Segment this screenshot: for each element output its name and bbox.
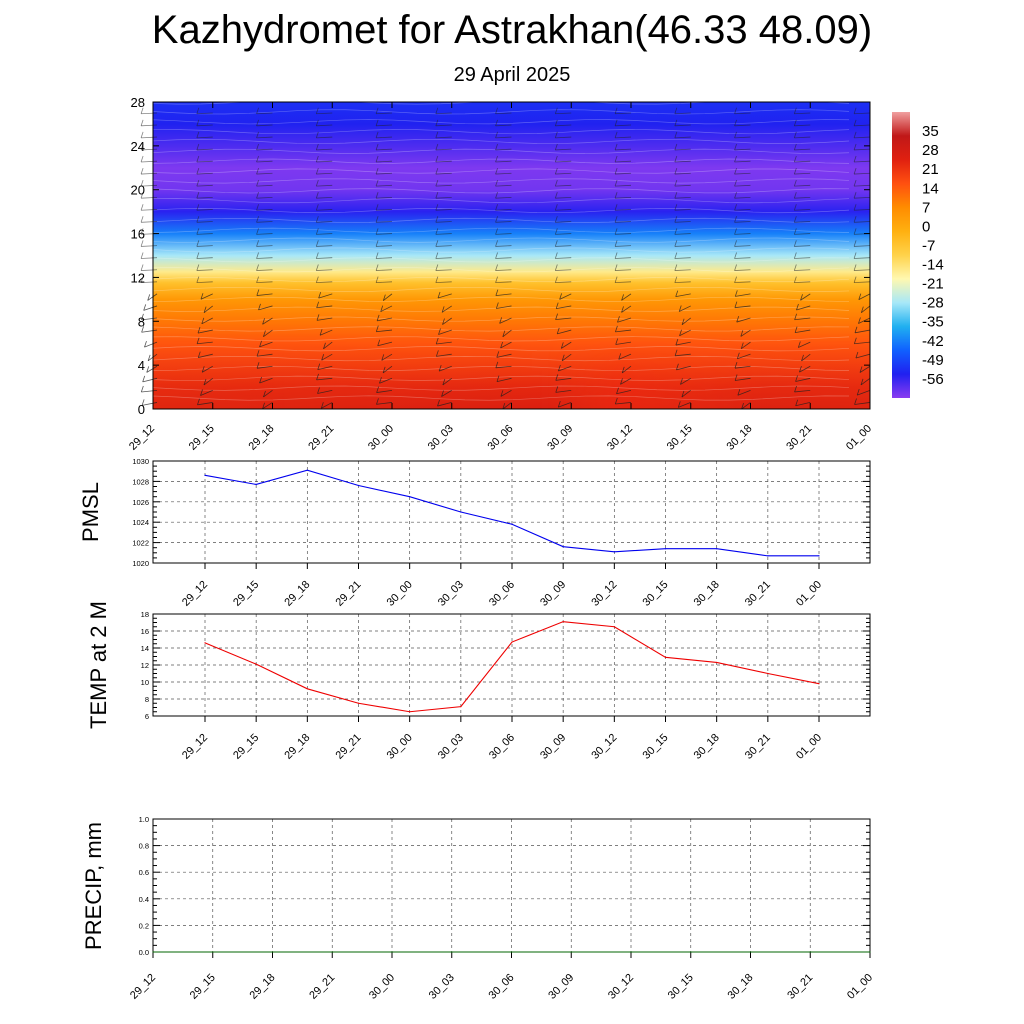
x-tick-label: 01_00	[794, 578, 825, 609]
colorbar-label: 0	[922, 218, 931, 236]
data-point	[460, 706, 461, 707]
panel-frame	[153, 461, 870, 563]
x-tick-label: 30_15	[665, 971, 696, 1002]
y-tick-label: 8	[144, 695, 149, 704]
colorbar	[892, 112, 944, 398]
data-point	[307, 688, 308, 689]
y-tick-label: 18	[140, 610, 149, 619]
x-tick-label: 29_18	[282, 731, 313, 762]
data-point	[665, 548, 666, 549]
data-point	[571, 951, 572, 952]
data-point	[409, 711, 410, 712]
x-tick-label: 30_12	[589, 731, 620, 762]
y-tick-label: 1020	[132, 559, 149, 568]
data-point	[716, 662, 717, 663]
x-tick-label: 30_09	[545, 422, 576, 453]
data-point	[614, 626, 615, 627]
y-tick-label: 24	[130, 138, 145, 154]
data-point	[204, 475, 205, 476]
colorbar-label: 28	[922, 142, 939, 160]
y-axis-label: TEMP at 2 M	[86, 601, 111, 729]
wind-barb-flag	[141, 204, 143, 210]
x-tick-label: 30_21	[742, 578, 773, 609]
x-tick-label: 30_18	[691, 731, 722, 762]
y-tick-label: 10	[140, 678, 149, 687]
data-point	[818, 555, 819, 556]
x-tick-label: 29_21	[333, 578, 364, 609]
y-tick-label: 0.8	[138, 841, 149, 851]
data-point	[256, 664, 257, 665]
data-point	[204, 642, 205, 643]
colorbar-label: -49	[922, 351, 944, 369]
wind-barb-flag	[141, 120, 143, 126]
data-point	[563, 546, 564, 547]
x-tick-label: 30_18	[724, 422, 755, 453]
x-tick-label: 30_15	[664, 422, 695, 453]
x-tick-label: 29_18	[282, 578, 313, 609]
colorbar-label: -42	[922, 332, 944, 350]
x-tick-label: 30_06	[487, 578, 518, 609]
colorbar-label: 35	[922, 123, 939, 141]
wind-barb-flag	[141, 216, 143, 222]
colorbar-label: -28	[922, 294, 944, 312]
data-point	[272, 951, 273, 952]
colorbar-label: -56	[922, 370, 944, 388]
x-tick-label: 30_00	[384, 731, 415, 762]
x-tick-label: 29_15	[187, 971, 218, 1002]
y-tick-label: 16	[130, 226, 145, 242]
x-tick-label: 30_21	[785, 971, 816, 1002]
x-tick-label: 30_09	[538, 578, 569, 609]
series-line	[205, 470, 819, 556]
y-tick-label: 0.6	[138, 868, 149, 878]
y-tick-label: 1024	[132, 518, 149, 528]
colorbar-fill	[892, 112, 910, 398]
temp-2m-panel	[86, 601, 870, 762]
colorbar-label: -14	[922, 256, 944, 274]
x-tick-label: 30_03	[435, 578, 466, 609]
x-tick-label: 30_06	[486, 971, 517, 1002]
x-tick-label: 30_06	[487, 731, 518, 762]
y-tick-label: 1030	[132, 457, 149, 466]
x-tick-label: 30_18	[691, 578, 722, 609]
data-point	[358, 703, 359, 704]
data-point	[818, 683, 819, 684]
x-tick-label: 30_09	[546, 971, 577, 1002]
data-point	[451, 951, 452, 952]
data-point	[511, 524, 512, 525]
data-point	[750, 951, 751, 952]
data-point	[690, 951, 691, 952]
data-point	[614, 551, 615, 552]
x-tick-label: 30_09	[538, 731, 569, 762]
wind-barb-flag	[141, 132, 143, 138]
x-tick-label: 29_21	[333, 731, 364, 762]
x-tick-label: 30_03	[425, 422, 456, 453]
y-tick-label: 4	[137, 358, 145, 374]
wind-barb-flag	[141, 386, 143, 392]
data-point	[630, 951, 631, 952]
chart-title: Kazhydromet for Astrakhan(46.33 48.09)	[151, 8, 873, 52]
x-tick-label: 30_21	[784, 422, 815, 453]
data-point	[307, 470, 308, 471]
data-point	[391, 951, 392, 952]
x-tick-label: 01_00	[794, 731, 825, 762]
x-tick-label: 29_12	[180, 578, 211, 609]
y-tick-label: 1.0	[138, 815, 149, 824]
y-tick-label: 0.4	[138, 894, 149, 904]
data-point	[332, 951, 333, 952]
x-tick-label: 29_21	[307, 971, 338, 1002]
data-point	[869, 951, 870, 952]
x-tick-label: 30_03	[426, 971, 457, 1002]
data-point	[256, 484, 257, 485]
x-tick-label: 01_00	[845, 971, 876, 1002]
data-point	[511, 951, 512, 952]
x-tick-label: 30_15	[640, 578, 671, 609]
y-axis-label: PRECIP, mm	[81, 822, 106, 950]
wind-barb-flag	[141, 168, 143, 174]
x-tick-label: 29_12	[128, 971, 159, 1002]
x-tick-label: 29_21	[306, 422, 337, 453]
x-tick-label: 30_06	[485, 422, 516, 453]
temperature-heatmap	[127, 95, 874, 453]
y-tick-label: 0.2	[138, 921, 149, 931]
precip-panel	[81, 815, 875, 1002]
colorbar-label: 7	[922, 199, 931, 217]
x-tick-label: 29_18	[246, 422, 277, 453]
x-tick-label: 30_00	[384, 578, 415, 609]
heatmap-warm-anomaly	[153, 102, 870, 409]
x-tick-label: 30_15	[640, 731, 671, 762]
x-tick-label: 29_15	[231, 578, 262, 609]
y-tick-label: 28	[130, 95, 145, 110]
y-tick-label: 12	[130, 270, 145, 286]
y-tick-label: 8	[137, 314, 145, 330]
data-point	[665, 657, 666, 658]
y-tick-label: 6	[144, 712, 149, 721]
data-point	[511, 641, 512, 642]
data-point	[716, 548, 717, 549]
x-tick-label: 01_00	[844, 422, 875, 453]
chart-subtitle: 29 April 2025	[453, 64, 571, 86]
colorbar-label: -35	[922, 313, 944, 331]
x-tick-label: 29_15	[186, 422, 217, 453]
x-tick-label: 29_15	[231, 731, 262, 762]
x-tick-label: 29_18	[247, 971, 278, 1002]
data-point	[563, 621, 564, 622]
x-tick-label: 30_00	[366, 422, 397, 453]
y-tick-label: 14	[140, 644, 149, 653]
data-point	[358, 485, 359, 486]
y-tick-label: 12	[140, 661, 149, 670]
data-point	[212, 951, 213, 952]
data-point	[767, 673, 768, 674]
wind-barb-flag	[143, 376, 145, 382]
wind-barb-flag	[141, 156, 143, 162]
colorbar-label: 14	[922, 180, 939, 198]
x-tick-label: 30_12	[605, 422, 636, 453]
data-point	[409, 496, 410, 497]
y-tick-label: 1026	[132, 497, 149, 507]
panel-frame	[153, 614, 870, 716]
colorbar-label: 21	[922, 161, 939, 179]
x-tick-label: 30_18	[725, 971, 756, 1002]
data-point	[460, 511, 461, 512]
data-point	[767, 555, 768, 556]
colorbar-label: -7	[922, 237, 936, 255]
x-tick-label: 30_12	[589, 578, 620, 609]
x-tick-label: 30_00	[367, 971, 398, 1002]
x-tick-label: 30_12	[606, 971, 637, 1002]
y-axis-label: PMSL	[78, 482, 103, 542]
x-tick-label: 30_21	[742, 731, 773, 762]
colorbar-label: -21	[922, 275, 944, 293]
y-tick-label: 1028	[132, 477, 149, 487]
pmsl-panel	[78, 457, 870, 609]
y-tick-label: 20	[130, 182, 145, 198]
data-point	[152, 951, 153, 952]
x-tick-label: 29_12	[127, 422, 158, 453]
data-point	[810, 951, 811, 952]
x-tick-label: 30_03	[435, 731, 466, 762]
y-tick-label: 1022	[132, 538, 149, 548]
x-tick-label: 29_12	[180, 731, 211, 762]
y-tick-label: 0	[137, 402, 145, 417]
y-tick-label: 16	[140, 627, 149, 636]
y-tick-label: 0.0	[138, 948, 149, 957]
wind-barb-flag	[141, 252, 143, 258]
